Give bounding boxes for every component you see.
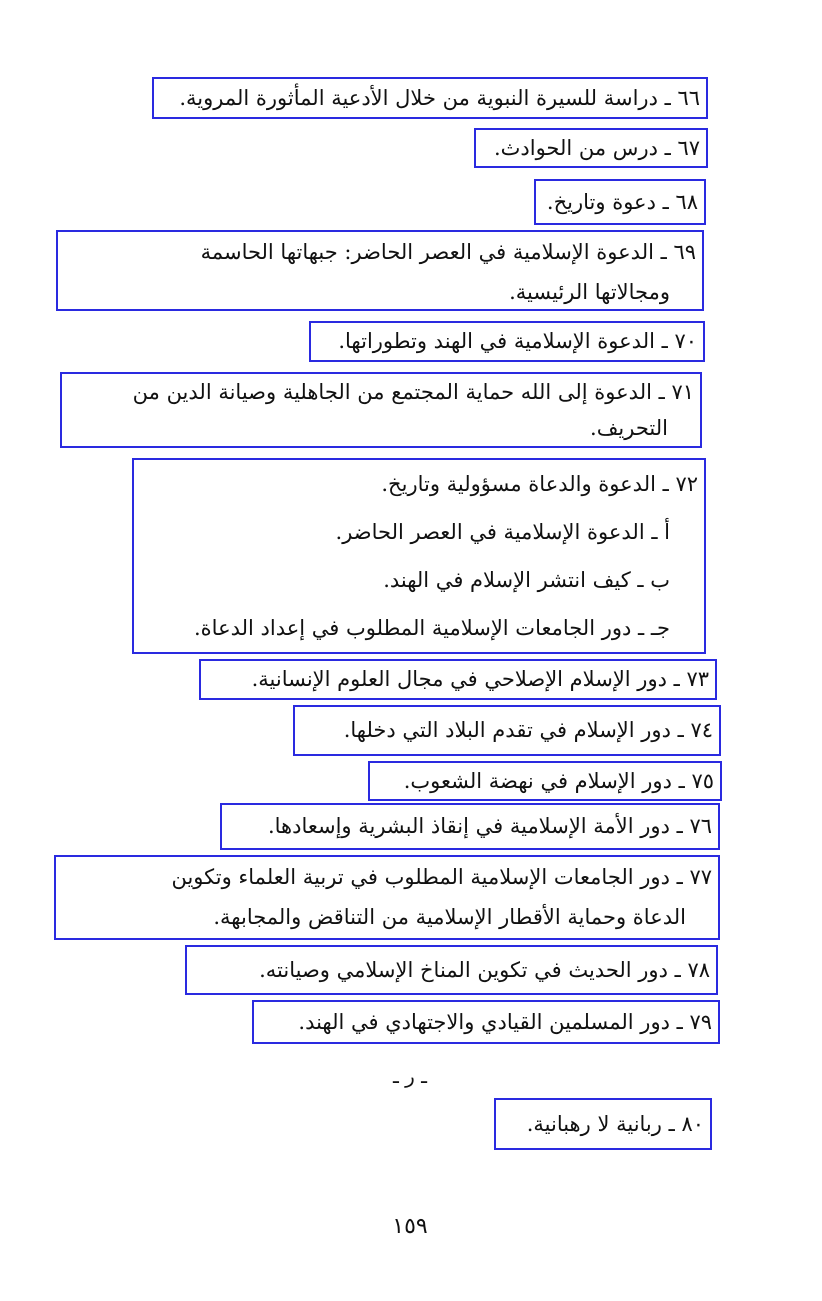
entry-74-line-1: ٧٤ ـ دور الإسلام في تقدم البلاد التي دخلها. [343,718,713,742]
entry-80-line-1: ٨٠ ـ ربانية لا رهبانية. [526,1112,704,1136]
entry-69-line-2: ومجالاتها الرئيسية. [509,280,670,304]
section-letter-heading: ـ ر ـ [392,1064,428,1088]
entry-79-line-1: ٧٩ ـ دور المسلمين القيادي والاجتهادي في الهند. [298,1010,712,1034]
entry-72-line-1: ٧٢ ـ الدعوة والدعاة مسؤولية وتاريخ. [381,472,698,496]
entry-72-sub-a: أ ـ الدعوة الإسلامية في العصر الحاضر. [335,520,670,544]
page-number: ١٥٩ [392,1214,428,1239]
entry-66-line-1: ٦٦ ـ دراسة للسيرة النبوية من خلال الأدعية المأثورة المروية. [179,86,700,110]
entry-72-sub-b: ب ـ كيف انتشر الإسلام في الهند. [383,568,670,592]
entry-71-line-1: ٧١ ـ الدعوة إلى الله حماية المجتمع من الجاهلية وصيانة الدين من [132,380,694,404]
entry-73-line-1: ٧٣ ـ دور الإسلام الإصلاحي في مجال العلوم الإنسانية. [251,667,709,691]
entry-80 [494,1098,712,1150]
entry-76-line-1: ٧٦ ـ دور الأمة الإسلامية في إنقاذ البشرية وإسعادها. [267,814,712,838]
entry-78-line-1: ٧٨ ـ دور الحديث في تكوين المناخ الإسلامي وصيانته. [259,958,710,982]
entry-72 [132,458,706,654]
entry-69-line-1: ٦٩ ـ الدعوة الإسلامية في العصر الحاضر: جبهاتها الحاسمة [200,240,696,264]
entry-70-line-1: ٧٠ ـ الدعوة الإسلامية في الهند وتطوراتها. [338,329,697,353]
entry-71 [60,372,702,448]
entry-75 [368,761,722,801]
entry-66 [152,77,708,119]
entry-77-line-2: الدعاة وحماية الأقطار الإسلامية من التناقض والمجابهة. [213,905,686,929]
entry-78 [185,945,718,995]
entry-76 [220,803,720,850]
entry-77 [54,855,720,940]
entry-73 [199,659,717,700]
entry-74 [293,705,721,756]
entry-68-line-1: ٦٨ ـ دعوة وتاريخ. [546,190,698,214]
entry-71-line-2: التحريف. [590,416,668,440]
entry-70 [309,321,705,362]
entry-68 [534,179,706,225]
entry-67 [474,128,708,168]
entry-69 [56,230,704,311]
entry-75-line-1: ٧٥ ـ دور الإسلام في نهضة الشعوب. [403,769,714,793]
entry-77-line-1: ٧٧ ـ دور الجامعات الإسلامية المطلوب في تربية العلماء وتكوين [171,865,712,889]
entry-79 [252,1000,720,1044]
entry-67-line-1: ٦٧ ـ درس من الحوادث. [493,136,700,160]
entry-72-sub-c: جـ ـ دور الجامعات الإسلامية المطلوب في إعداد الدعاة. [194,616,670,640]
